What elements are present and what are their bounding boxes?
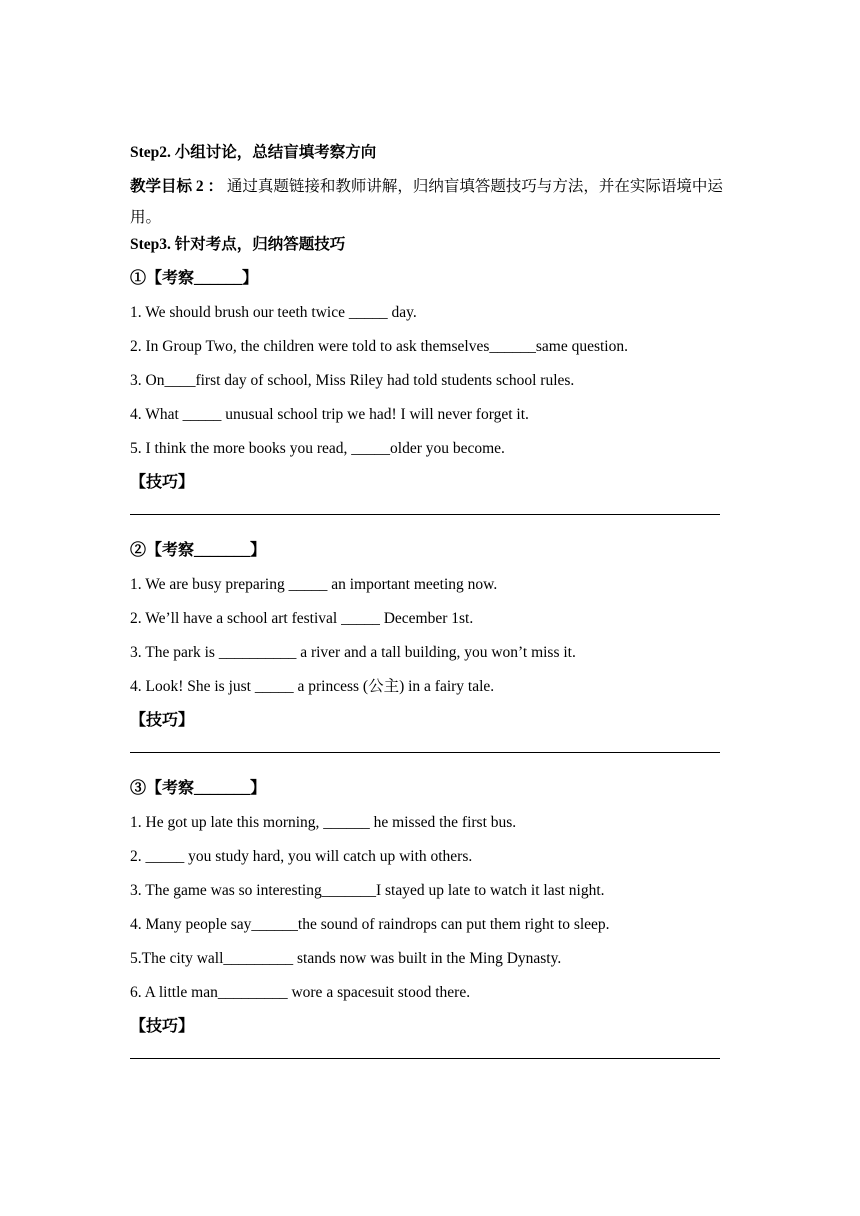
question-item: 3. On____first day of school, Miss Riley had told students school rules. [130,372,575,389]
question-item: 2. In Group Two, the children were told to ask themselves______same question. [130,338,628,355]
section-heading-blank: _______ [194,542,251,559]
question-item: 4. Look! She is just _____ a princess (公主) in a fairy tale. [130,678,495,695]
section-3-heading [130,779,730,813]
question-item: 6. A little man_________ wore a spacesuit stood there. [130,984,471,1001]
question-item: 2. We’ll have a school art festival _____ December 1st. [130,610,474,627]
section-heading-suffix: 】 [242,270,259,287]
step2-heading: Step2. 小组讨论，总结盲填考察方向 [130,144,377,161]
section-number: ② [130,542,147,559]
section-2-heading [130,541,730,575]
document-content [130,143,730,1085]
answer-line [130,752,720,753]
section-heading-prefix: 【考察 [146,780,195,797]
question-item: 1. We should brush our teeth twice _____ day. [130,304,417,321]
teaching-goal-text: 通过真题链接和教师讲解，归纳盲填答题技巧与方法，并在实际语境中运用。 [130,178,723,226]
skill-label: 【技巧】 [130,712,195,729]
section-heading-prefix: 【考察 [146,542,195,559]
skill-label: 【技巧】 [130,1018,195,1035]
section-heading-suffix: 】 [250,542,267,559]
question-item: 4. What _____ unusual school trip we had! I will never forget it. [130,406,529,423]
teaching-goal [130,171,730,233]
teaching-goal-label: 教学目标 2 ： [130,178,224,195]
question-item: 4. Many people say______the sound of raindrops can put them right to sleep. [130,916,610,933]
question-item: 2. _____ you study hard, you will catch up with others. [130,848,473,865]
answer-line [130,514,720,515]
section-heading-suffix: 】 [250,780,267,797]
question-item: 5.The city wall_________ stands now was built in the Ming Dynasty. [130,950,562,967]
answer-line [130,1058,720,1059]
question-item: 1. We are busy preparing _____ an important meeting now. [130,576,498,593]
section-heading-blank: _______ [194,780,251,797]
question-item: 3. The park is __________ a river and a tall building, you won’t miss it. [130,644,576,661]
step3-heading: Step3. 针对考点，归纳答题技巧 [130,236,346,253]
section-heading-blank: ______ [194,270,243,287]
question-item: 5. I think the more books you read, _____older you become. [130,440,505,457]
section-number: ① [130,270,147,287]
section-1-heading [130,269,730,303]
question-item: 1. He got up late this morning, ______ he missed the first bus. [130,814,517,831]
skill-label: 【技巧】 [130,474,195,491]
question-item: 3. The game was so interesting_______I stayed up late to watch it last night. [130,882,605,899]
section-heading-prefix: 【考察 [146,270,195,287]
section-number: ③ [130,780,147,797]
